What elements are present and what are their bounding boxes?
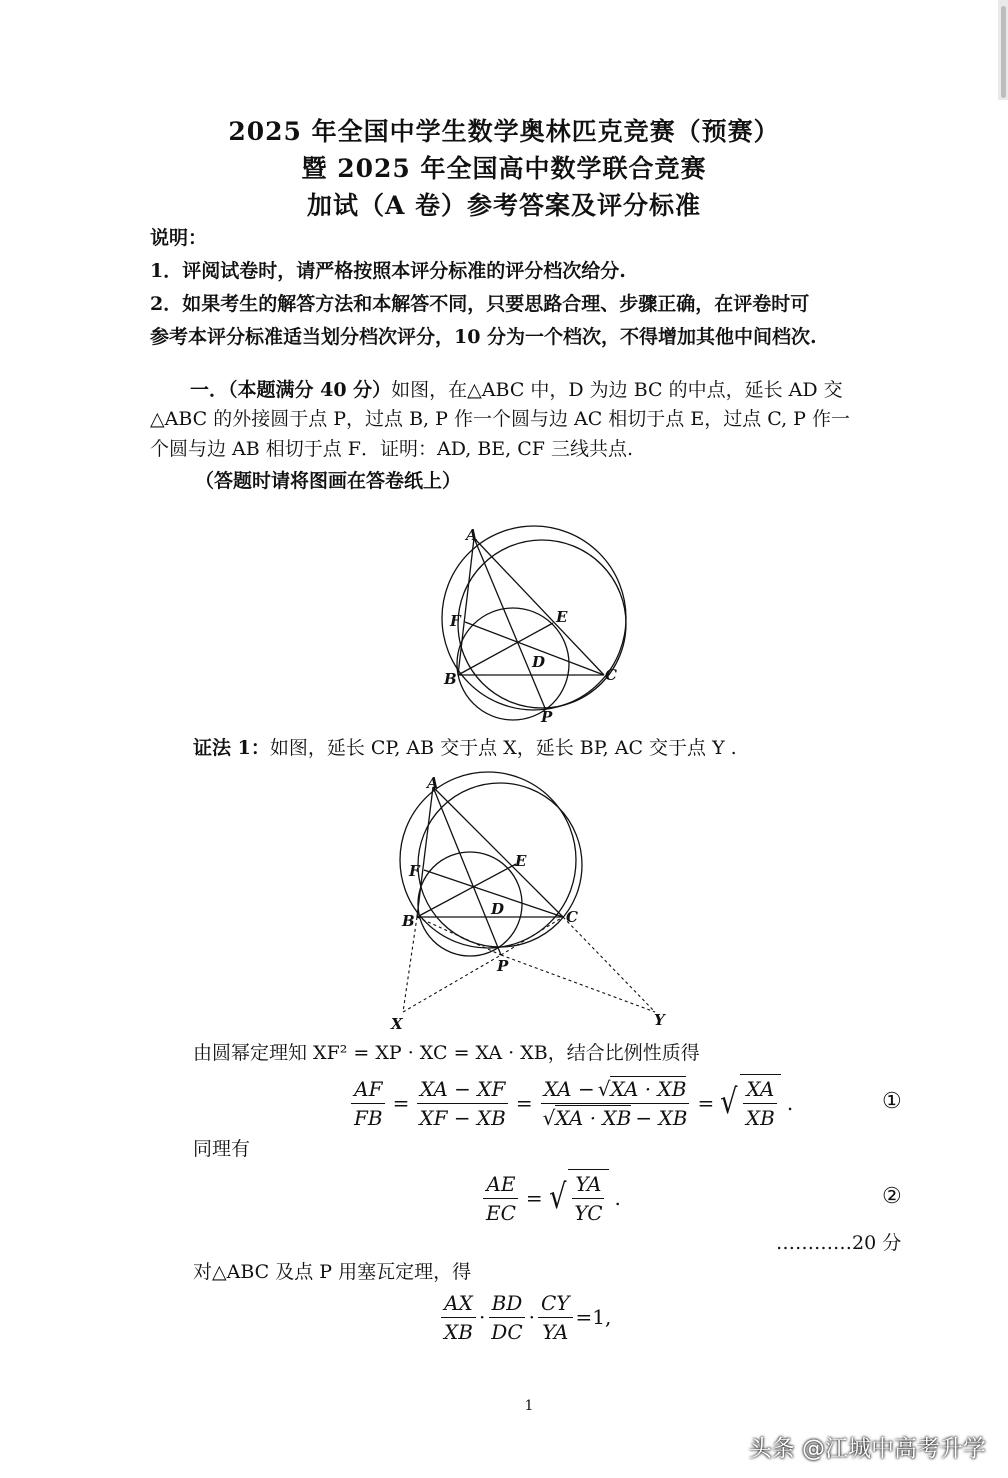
label-d: D — [491, 900, 505, 918]
tangent-circle-cp — [458, 540, 626, 708]
equation-3: $\frac{AX}{XB}$ · $\frac{BD}{DC}$ · $\frac{CY}{YA}$ =1, — [438, 1287, 611, 1347]
eq1-f3-num-a: XA − — [543, 1076, 595, 1101]
segment-ap — [433, 787, 501, 955]
problem-label: 一．（本题满分 40 分） — [190, 379, 392, 401]
eq1-f3-den-b: − XB — [635, 1105, 688, 1130]
eq3-fraction-2 — [488, 1289, 525, 1346]
label-e: E — [556, 608, 568, 626]
equals-sign: = — [697, 1091, 715, 1115]
eq1-f3-num-root: XA · XB — [610, 1076, 687, 1101]
extension-cy — [563, 917, 655, 1012]
eq1-f2-num: XA − XF — [417, 1075, 509, 1104]
eq2-fraction-1 — [483, 1170, 519, 1227]
equation-2-tag: ② — [882, 1184, 902, 1209]
title-line-1: 2025 年全国中学生数学奥林匹克竞赛（预赛） — [228, 117, 780, 146]
eq3-n3: CY — [538, 1289, 573, 1318]
title-line-3: 加试（A 卷）参考答案及评分标准 — [306, 191, 702, 220]
problem-line-2: △ABC 的外接圆于点 P，过点 B, P 作一个圆与边 AC 相切于点 E，过点 C, P 作一 — [150, 408, 851, 430]
eq1-fraction-3 — [540, 1075, 691, 1132]
eq3-fraction-1 — [441, 1289, 476, 1346]
equals-sign: = — [392, 1091, 410, 1115]
eq1-sqrt: √ $\frac{XA}{XB}$ — [718, 1074, 781, 1132]
eq1-f1-num: AF — [351, 1075, 385, 1104]
equation-2: $\frac{AE}{EC}$ = √ $\frac{YA}{YC}$ . — [480, 1167, 621, 1229]
eq3-n1: AX — [441, 1289, 476, 1318]
eq1-f4-num: XA — [743, 1075, 777, 1104]
tangent-circle-cp — [418, 783, 582, 947]
equation-1: $\frac{AF}{FB}$ = $\frac{XA - XF}{XF - XB}$ = $\frac{XA - √XA \cdot XB}{√XA \cdot XB - XB}$ = √ $\frac{XA}{XB}$ . — [348, 1072, 793, 1134]
extension-px — [403, 955, 501, 1012]
scrollbar-thumb[interactable] — [1001, 6, 1006, 98]
extension-bx — [403, 917, 417, 1012]
eq1-fraction-4 — [743, 1075, 778, 1132]
label-f: F — [450, 612, 461, 630]
eq1-fraction-2 — [416, 1075, 509, 1132]
label-a: A — [427, 774, 439, 792]
proof-intro: 如图，延长 CP, AB 交于点 X，延长 BP, AC 交于点 Y . — [269, 737, 737, 759]
eq3-n2: BD — [489, 1289, 526, 1318]
equals-sign: = — [525, 1186, 543, 1210]
label-b: B — [402, 912, 415, 930]
eq1-f1-den: FB — [354, 1105, 383, 1130]
figure-2 — [385, 770, 675, 1035]
eq2-fraction-2 — [571, 1170, 605, 1227]
power-of-point-text: 由圆幂定理知 XF² = XP · XC = XA · XB，结合比例性质得 — [193, 1042, 700, 1064]
proof-label: 证法 1： — [193, 737, 270, 759]
eq3-d1: XB — [444, 1319, 473, 1344]
eq1-f3-num: XA − √XA · XB — [541, 1075, 690, 1104]
segment-ap — [474, 538, 545, 708]
notes-heading: 说明： — [150, 227, 208, 249]
label-x: X — [391, 1015, 403, 1033]
ceva-text: 对△ABC 及点 P 用塞瓦定理，得 — [193, 1261, 472, 1283]
proof-intro-line — [193, 733, 737, 763]
problem-note: （答题时请将图画在答卷纸上） — [195, 470, 462, 492]
eq2-f2-num: YA — [572, 1170, 604, 1199]
problem-line-1 — [190, 375, 843, 405]
problem-text-1: 如图，在△ABC 中，D 为边 BC 的中点，延长 AD 交 — [391, 379, 843, 401]
eq2-f1-num: AE — [483, 1170, 518, 1199]
watermark: 头条 @江城中高考升学 — [748, 1436, 986, 1462]
label-d: D — [532, 653, 546, 671]
page-number: 1 — [524, 1398, 534, 1414]
label-c: C — [605, 666, 617, 684]
label-e: E — [515, 852, 527, 870]
eq1-f3-den-root: XA · XB — [555, 1105, 632, 1130]
label-c: C — [566, 908, 578, 926]
score-marker: …………20 分 — [776, 1232, 902, 1254]
label-y: Y — [654, 1011, 665, 1029]
tangent-circle-bp — [418, 852, 522, 956]
notes-item-2-line-1: 2．如果考生的解答方法和本解答不同，只要思路合理、步骤正确，在评卷时可 — [150, 293, 810, 315]
eq1-f4-den: XB — [745, 1106, 775, 1130]
label-p: P — [541, 708, 553, 726]
notes-item-1: 1．评阅试卷时，请严格按照本评分标准的评分档次给分. — [150, 260, 626, 282]
notes-item-2-line-2: 参考本评分标准适当划分档次评分，10 分为一个档次，不得增加其他中间档次. — [150, 326, 817, 348]
title-line-2: 暨 2025 年全国高中数学联合竞赛 — [301, 154, 707, 183]
label-p: P — [497, 957, 509, 975]
extension-py — [501, 955, 655, 1012]
eq3-fraction-3 — [538, 1289, 573, 1346]
eq3-rhs: =1, — [575, 1305, 612, 1329]
similarly-text: 同理有 — [193, 1138, 251, 1160]
eq2-f2-den: YC — [574, 1201, 603, 1225]
equation-1-tag: ① — [882, 1089, 902, 1114]
eq1-fraction-1 — [351, 1075, 386, 1132]
eq1-f2-den: XF − XB — [419, 1105, 506, 1130]
problem-line-3: 个圆与边 AB 相切于点 F．证明：AD, BE, CF 三线共点. — [150, 438, 634, 460]
eq2-f1-den: EC — [486, 1200, 516, 1225]
figure-1 — [430, 520, 630, 730]
eq1-f3-den: √XA · XB − XB — [542, 1105, 688, 1130]
eq2-sqrt: √ $\frac{YA}{YC}$ — [547, 1169, 609, 1227]
label-b: B — [444, 670, 457, 688]
equals-sign: = — [515, 1091, 533, 1115]
eq3-d3: YA — [542, 1319, 569, 1344]
eq3-d2: DC — [491, 1319, 523, 1344]
label-a: A — [466, 526, 478, 544]
label-f: F — [409, 862, 420, 880]
